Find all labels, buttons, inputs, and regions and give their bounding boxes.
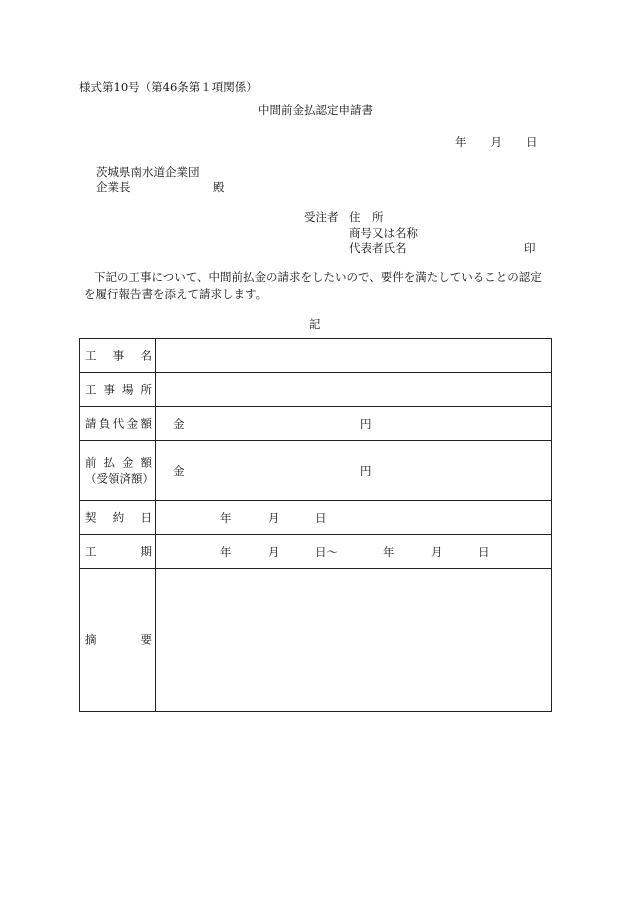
work-location-label-cell (80, 373, 156, 406)
contract-date-label-cell (80, 501, 156, 534)
work-period-start-month: 月 (268, 544, 280, 559)
work-name-label-cell (80, 339, 156, 372)
row-contract-amount (80, 407, 551, 441)
work-period-label: 工 期 (85, 544, 152, 559)
row-work-location (80, 373, 551, 407)
contractor-address-label: 住 所 (349, 210, 384, 224)
advance-amount-label-cell (80, 441, 156, 500)
work-location-field[interactable] (156, 373, 551, 406)
contract-date-label: 契 約 日 (85, 510, 152, 525)
application-date (455, 137, 538, 149)
seal-mark: 印 (524, 241, 536, 255)
advance-amount-field[interactable] (156, 441, 551, 500)
summary-label-cell (80, 569, 156, 711)
addressee-honorific: 殿 (213, 180, 225, 194)
request-text-line1: 下記の工事について、中間前払金の請求をしたいので、要件を満たしていることの認定 (94, 270, 542, 284)
date-year: 年 (455, 135, 467, 149)
contract-amount-label: 請負代金額 (85, 416, 152, 431)
row-work-period (80, 535, 551, 569)
contract-amount-yen: 円 (360, 416, 372, 431)
row-work-name (80, 339, 551, 373)
contract-amount-field[interactable] (156, 407, 551, 440)
row-contract-date (80, 501, 551, 535)
work-period-label-cell (80, 535, 156, 568)
advance-amount-yen: 円 (360, 463, 372, 478)
contractor-representative-label: 代表者氏名 (349, 241, 407, 255)
contractor-label: 受注者 (304, 210, 339, 224)
date-month: 月 (490, 135, 502, 149)
work-period-end-day: 日 (478, 544, 490, 559)
work-period-end-year: 年 (383, 544, 395, 559)
ki-heading: 記 (309, 317, 321, 331)
addressee-organization: 茨城県南水道企業団 (96, 165, 200, 179)
row-advance-amount (80, 441, 551, 501)
form-number: 様式第10号（第46条第１項関係） (79, 80, 258, 94)
work-location-label: 工 事 場 所 (85, 382, 152, 397)
date-day: 日 (526, 135, 538, 149)
advance-amount-kin: 金 (173, 463, 185, 478)
work-period-start-year: 年 (220, 544, 232, 559)
advance-amount-label (85, 454, 152, 487)
request-text-line2: を履行報告書を添えて請求します。 (84, 287, 268, 301)
row-summary (80, 569, 551, 711)
summary-label: 摘 要 (85, 632, 152, 647)
contract-date-year: 年 (220, 510, 232, 525)
advance-amount-label-line1: 前 払 金 額 (85, 454, 152, 469)
contract-date-month: 月 (268, 510, 280, 525)
work-name-field[interactable] (156, 339, 551, 372)
summary-field[interactable] (156, 569, 551, 711)
work-period-start-day: 日～ (315, 544, 338, 559)
work-period-field[interactable] (156, 535, 551, 568)
work-name-label: 工 事 名 (85, 348, 152, 363)
contract-amount-label-cell (80, 407, 156, 440)
advance-amount-label-line2: （受領済額） (85, 471, 154, 486)
contract-date-field[interactable] (156, 501, 551, 534)
work-period-end-month: 月 (431, 544, 443, 559)
addressee-title: 企業長 (96, 180, 131, 194)
contractor-company-label: 商号又は名称 (349, 226, 418, 240)
contract-amount-kin: 金 (173, 416, 185, 431)
details-table (79, 338, 552, 712)
document-title: 中間前金払認定申請書 (258, 103, 373, 117)
contract-date-day: 日 (315, 510, 327, 525)
